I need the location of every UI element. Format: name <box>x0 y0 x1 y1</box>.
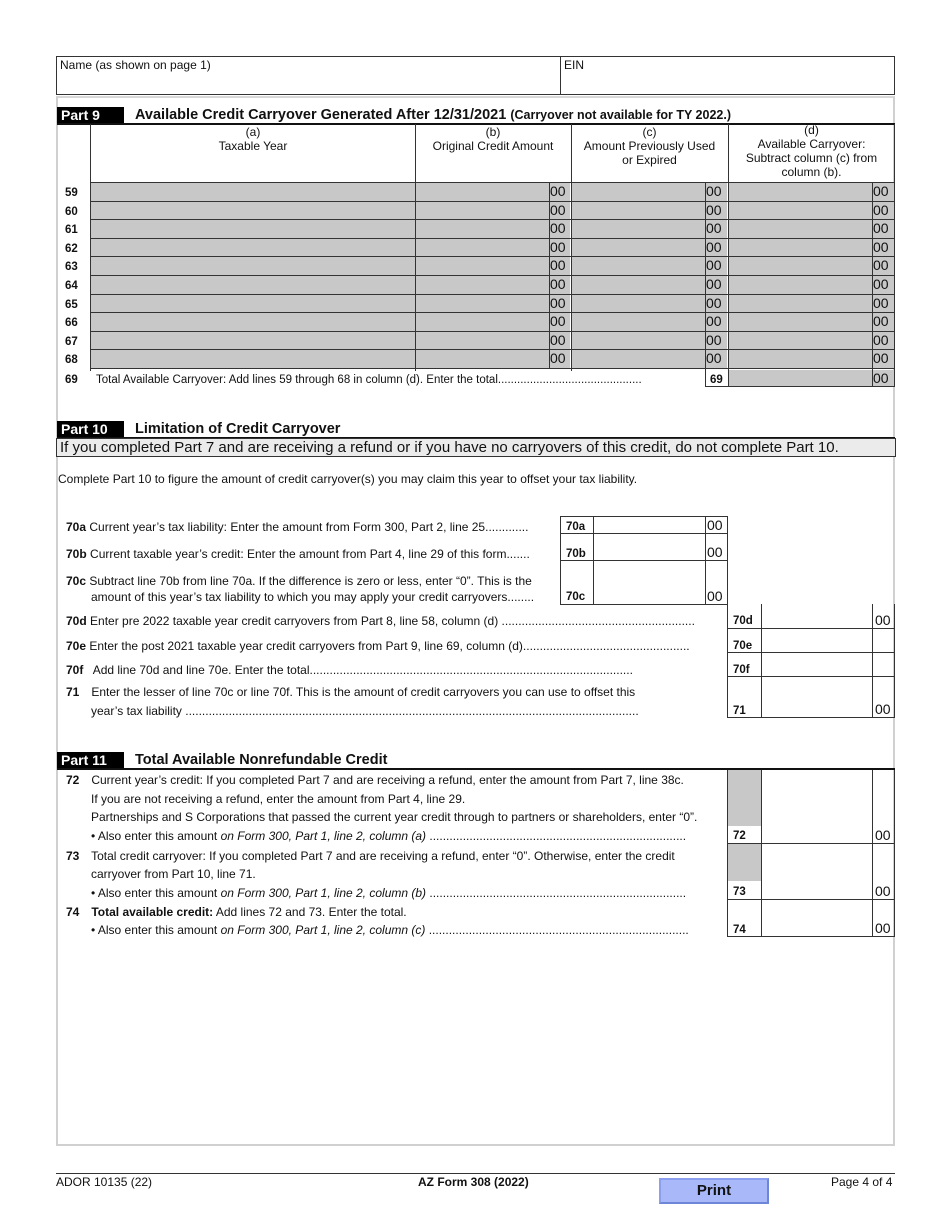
col-b-input[interactable] <box>416 313 549 331</box>
col-c-input[interactable] <box>572 350 705 368</box>
line74-row <box>66 905 407 920</box>
table-row <box>56 202 895 221</box>
year-input[interactable] <box>91 220 415 238</box>
year-input[interactable] <box>91 313 415 331</box>
line71-input[interactable] <box>762 677 872 717</box>
line-number: 70a <box>66 520 87 534</box>
leader-dots: ............................................................................. <box>426 829 687 843</box>
part11-title: Total Available Nonrefundable Credit <box>135 752 388 768</box>
row-number: 62 <box>65 242 78 255</box>
year-input[interactable] <box>91 257 415 275</box>
bullet-text: • Also enter this amount <box>91 886 221 900</box>
leader-dots: .............................................................................. <box>425 923 689 937</box>
col-c-cents[interactable]: 00 <box>706 183 727 201</box>
col-b-input[interactable] <box>416 220 549 238</box>
col-b-input[interactable] <box>416 332 549 350</box>
col-b-cents[interactable]: 00 <box>550 183 570 201</box>
line69-label: 69 <box>710 374 723 386</box>
part10-title: Limitation of Credit Carryover <box>135 421 341 437</box>
col-c-input[interactable] <box>572 295 705 313</box>
line71-cents[interactable]: 00 <box>875 701 891 717</box>
year-input[interactable] <box>91 202 415 220</box>
line70e-label: 70e <box>733 640 753 652</box>
col-c-cents[interactable]: 00 <box>706 313 727 331</box>
line70b-input[interactable] <box>594 534 704 560</box>
table-row <box>56 313 895 332</box>
col-a-letter: (a) <box>245 125 261 139</box>
col-b-input[interactable] <box>416 239 549 257</box>
col-d-label-3: column (b). <box>781 165 842 179</box>
year-input[interactable] <box>91 239 415 257</box>
line72-cents[interactable]: 00 <box>875 827 891 843</box>
col-d-input[interactable] <box>729 183 872 201</box>
footer-rule <box>56 1173 895 1174</box>
part9-subtitle: (Carryover not available for TY 2022.) <box>510 108 732 122</box>
line73-row <box>66 849 675 864</box>
line71-text-1: Enter the lesser of line 70c or line 70f. This is the amount of credit carryovers you can use to offset this <box>91 685 636 699</box>
table-row <box>56 220 895 239</box>
part10-intro: Complete Part 10 to figure the amount of credit carryover(s) you may claim this year to offset your tax liability. <box>58 472 638 486</box>
col-d-input[interactable] <box>729 239 872 257</box>
col-c-input[interactable] <box>572 183 705 201</box>
line-number: 72 <box>66 773 80 787</box>
box-line <box>872 604 873 718</box>
name-ein-box <box>56 56 895 95</box>
col-b-cents[interactable]: 00 <box>550 239 570 257</box>
line70d-cents[interactable]: 00 <box>875 612 891 628</box>
table-row <box>56 295 895 314</box>
box-line <box>705 369 706 387</box>
line70b-text: Current taxable year’s credit: Enter the amount from Part 4, line 29 of this form....... <box>90 547 530 561</box>
row-number: 69 <box>65 374 78 386</box>
bullet-italic: on Form 300, Part 1, line 2, column (a) <box>220 829 427 843</box>
col-d-cents[interactable]: 00 <box>873 350 894 368</box>
col-d-input[interactable] <box>729 313 872 331</box>
row-number: 60 <box>65 205 78 218</box>
row-line <box>90 368 895 369</box>
line71-label: 71 <box>733 705 746 717</box>
col-d-label-2: Subtract column (c) from <box>745 151 878 165</box>
line70a-label: 70a <box>566 521 586 533</box>
col-c-input[interactable] <box>572 239 705 257</box>
row-number: 59 <box>65 187 78 199</box>
row-number: 63 <box>65 261 78 274</box>
line74-label: 74 <box>733 924 746 936</box>
line72-label: 72 <box>733 830 746 842</box>
part9-tag: Part 9 <box>57 107 124 124</box>
line69-cents[interactable]: 00 <box>873 370 894 387</box>
year-input[interactable] <box>91 276 415 294</box>
part9-title-text: Available Credit Carryover Generated After 12/31/2021 <box>135 107 507 123</box>
line70a-text: Current year’s tax liability: Enter the amount from Form 300, Part 2, line 25............. <box>89 520 529 534</box>
line-number: 70f <box>66 663 84 677</box>
col-b-cents[interactable]: 00 <box>550 220 570 238</box>
col-b-cents[interactable]: 00 <box>550 202 570 220</box>
bullet-italic: on Form 300, Part 1, line 2, column (b) <box>220 886 427 900</box>
col-d-input[interactable] <box>729 220 872 238</box>
line70c-row <box>66 574 532 589</box>
col-b-input[interactable] <box>416 276 549 294</box>
line73-input[interactable] <box>762 844 872 899</box>
line69-text: Total Available Carryover: Add lines 59 through 68 in column (d). Enter the total............................................. <box>96 374 642 386</box>
table-row <box>56 350 895 369</box>
line70c-label: 70c <box>566 591 586 603</box>
line72-text-1: Current year’s credit: If you completed Part 7 and are receiving a refund, enter the amount from Part 7, line 38c. <box>91 773 684 787</box>
col-c-header <box>571 125 728 167</box>
col-c-cents[interactable]: 00 <box>706 276 727 294</box>
line70c-text-1: Subtract line 70b from line 70a. If the difference is zero or less, enter “0”. This is the <box>89 574 532 588</box>
line73-text-2: carryover from Part 10, line 71. <box>91 867 256 881</box>
col-c-letter: (c) <box>642 125 657 139</box>
table-row <box>56 257 895 276</box>
line70a-row <box>66 520 528 535</box>
col-b-letter: (b) <box>485 125 501 139</box>
col-c-input[interactable] <box>572 313 705 331</box>
line70d-label: 70d <box>733 615 753 627</box>
line70c-input[interactable] <box>594 561 704 604</box>
row-number: 64 <box>65 280 78 292</box>
line70d-input[interactable] <box>762 605 872 628</box>
row-number: 66 <box>65 317 78 330</box>
part10-warning: If you completed Part 7 and are receiving a refund or if you have no carryovers of this credit, do not complete Part 10. <box>56 438 896 457</box>
form-id: ADOR 10135 (22) <box>56 1175 153 1189</box>
col-d-cents[interactable]: 00 <box>873 239 894 257</box>
col-d-cents[interactable]: 00 <box>873 276 894 294</box>
part11-tag: Part 11 <box>57 752 124 769</box>
col-b-input[interactable] <box>416 295 549 313</box>
line70d-text: Enter pre 2022 taxable year credit carryovers from Part 8, line 58, column (d) .......................................................... <box>90 614 695 628</box>
col-d-cents[interactable]: 00 <box>873 295 894 313</box>
table-row <box>56 183 895 202</box>
line70e-text: Enter the post 2021 taxable year credit carryovers from Part 9, line 69, column (d).................................................. <box>89 639 690 653</box>
row-number: 61 <box>65 224 78 237</box>
line-number: 71 <box>66 685 80 699</box>
year-input[interactable] <box>91 350 415 368</box>
col-d-input[interactable] <box>729 257 872 275</box>
col-c-input[interactable] <box>572 220 705 238</box>
year-input[interactable] <box>91 332 415 350</box>
table-row <box>56 239 895 258</box>
col-d-letter: (d) <box>804 123 819 137</box>
line73-bullet <box>91 886 716 901</box>
line72-input[interactable] <box>762 771 872 843</box>
line70b-cents[interactable]: 00 <box>707 544 723 560</box>
col-c-cents[interactable]: 00 <box>706 202 727 220</box>
line70c-cents[interactable]: 00 <box>707 588 723 604</box>
leader-dots: ............................................................................. <box>426 886 687 900</box>
line-number: 70b <box>66 547 87 561</box>
col-d-input[interactable] <box>729 202 872 220</box>
col-b-label: Original Credit Amount <box>432 139 554 153</box>
col-b-cents[interactable]: 00 <box>550 350 570 368</box>
name-label: Name (as shown on page 1) <box>60 58 211 72</box>
row-number: 68 <box>65 354 78 367</box>
col-d-label-1: Available Carryover: <box>757 137 866 151</box>
col-c-label-1: Amount Previously Used <box>583 139 716 153</box>
ein-field[interactable] <box>561 57 894 94</box>
col-d-input[interactable] <box>729 350 872 368</box>
bullet-text: • Also enter this amount <box>91 829 221 843</box>
part10-tag: Part 10 <box>57 421 124 438</box>
line72-bullet <box>91 829 716 844</box>
line74-text-bold: Total available credit: <box>91 905 214 919</box>
col-c-cents[interactable]: 00 <box>706 332 727 350</box>
line70f-input[interactable] <box>762 653 872 676</box>
col-b-input[interactable] <box>416 350 549 368</box>
ein-label: EIN <box>564 58 585 72</box>
line70f-label: 70f <box>733 664 750 676</box>
line72-row <box>66 773 684 788</box>
col-c-cents[interactable]: 00 <box>706 239 727 257</box>
form-name: AZ Form 308 (2022) <box>418 1175 529 1189</box>
table-row <box>56 276 895 295</box>
line69-input[interactable] <box>729 370 872 387</box>
box-line <box>872 770 873 937</box>
col-c-input[interactable] <box>572 332 705 350</box>
col-c-cents[interactable]: 00 <box>706 257 727 275</box>
line70e-row <box>66 639 716 654</box>
row-number: 65 <box>65 298 78 311</box>
line-number: 74 <box>66 905 80 919</box>
col-d-input[interactable] <box>729 332 872 350</box>
col-c-cents[interactable]: 00 <box>706 295 727 313</box>
row-number: 67 <box>65 335 78 348</box>
year-input[interactable] <box>91 183 415 201</box>
col-d-cents[interactable]: 00 <box>873 332 894 350</box>
col-b-input[interactable] <box>416 257 549 275</box>
part9-title <box>135 107 731 124</box>
col-c-label-2: or Expired <box>622 153 677 167</box>
col-d-cents[interactable]: 00 <box>873 257 894 275</box>
line74-text: Add lines 72 and 73. Enter the total. <box>213 905 407 919</box>
line-number: 70c <box>66 574 87 588</box>
col-a-label: Taxable Year <box>218 139 288 153</box>
col-d-input[interactable] <box>729 276 872 294</box>
shaded-area <box>728 844 761 881</box>
line71-text-2: year’s tax liability ........................................................................................................................................ <box>91 704 639 718</box>
col-b-cents[interactable]: 00 <box>550 332 570 350</box>
line70d-row <box>66 614 716 629</box>
line70c-text-2: amount of this year’s tax liability to which you may apply your credit carryovers........ <box>91 590 535 604</box>
line70f-row <box>66 663 716 678</box>
col-b-cents[interactable]: 00 <box>550 257 570 275</box>
line70a-input[interactable] <box>594 517 704 533</box>
shaded-area <box>728 770 761 826</box>
line70a-cents[interactable]: 00 <box>707 517 723 533</box>
col-d-cents[interactable]: 00 <box>873 202 894 220</box>
page-number: Page 4 of 4 <box>831 1175 893 1189</box>
print-button[interactable]: Print <box>659 1178 769 1204</box>
box-line <box>705 386 895 387</box>
col-d-header <box>728 123 895 179</box>
line-number: 70e <box>66 639 87 653</box>
col-c-input[interactable] <box>572 202 705 220</box>
line70e-input[interactable] <box>762 629 872 652</box>
line70f-text: Add line 70d and line 70e. Enter the total................................................................................................. <box>92 663 633 677</box>
col-b-cents[interactable]: 00 <box>550 295 570 313</box>
col-d-input[interactable] <box>729 295 872 313</box>
col-b-header <box>415 125 571 153</box>
col-b-cents[interactable]: 00 <box>550 276 570 294</box>
line73-label: 73 <box>733 886 746 898</box>
line-number: 70d <box>66 614 87 628</box>
table-row <box>56 332 895 351</box>
year-input[interactable] <box>91 295 415 313</box>
line70b-row <box>66 547 530 562</box>
line73-cents[interactable]: 00 <box>875 883 891 899</box>
col-b-cents[interactable]: 00 <box>550 313 570 331</box>
line72-text-3: Partnerships and S Corporations that passed the current year credit through to partners or shareholders, enter “0”. <box>91 810 698 824</box>
col-c-input[interactable] <box>572 257 705 275</box>
line73-text-1: Total credit carryover: If you completed Part 7 and are receiving a refund, enter “0”. Otherwise, enter the credit <box>91 849 675 863</box>
col-d-cents[interactable]: 00 <box>873 220 894 238</box>
col-c-cents[interactable]: 00 <box>706 350 727 368</box>
col-c-input[interactable] <box>572 276 705 294</box>
line74-bullet <box>91 923 716 938</box>
col-a-header <box>91 125 415 153</box>
col-d-cents[interactable]: 00 <box>873 183 894 201</box>
col-b-input[interactable] <box>416 202 549 220</box>
col-c-cents[interactable]: 00 <box>706 220 727 238</box>
line70b-label: 70b <box>566 548 586 560</box>
line72-text-2: If you are not receiving a refund, enter the amount from Part 4, line 29. <box>91 792 466 806</box>
col-d-cents[interactable]: 00 <box>873 313 894 331</box>
line74-cents[interactable]: 00 <box>875 920 891 936</box>
line74-input[interactable] <box>762 900 872 936</box>
col-b-input[interactable] <box>416 183 549 201</box>
bullet-text: • Also enter this amount <box>91 923 221 937</box>
bullet-italic: on Form 300, Part 1, line 2, column (c) <box>220 923 426 937</box>
line-number: 73 <box>66 849 80 863</box>
line71-row <box>66 685 635 700</box>
name-field[interactable] <box>57 57 559 94</box>
